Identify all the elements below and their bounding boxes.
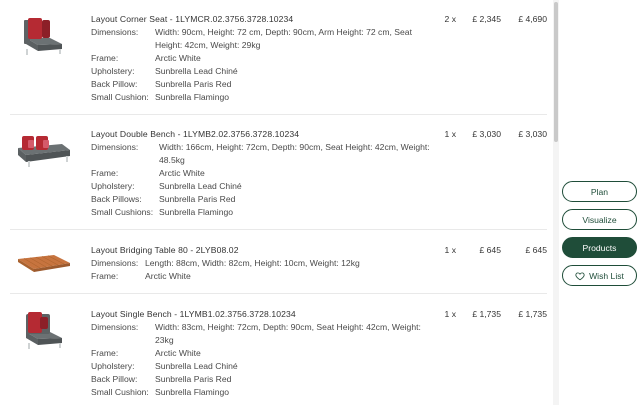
item-unit-price: £ 2,345 bbox=[472, 14, 501, 24]
item-title: Layout Double Bench - 1LYMB2.02.3756.3728.10234 bbox=[91, 129, 300, 139]
spec-value: Sunbrella Paris Red bbox=[155, 79, 232, 89]
item-total-price: £ 3,030 bbox=[518, 129, 547, 139]
spec-row bbox=[91, 141, 441, 167]
divider bbox=[10, 229, 547, 230]
spec-label: Frame: bbox=[91, 271, 119, 281]
item-total-price: £ 4,690 bbox=[518, 14, 547, 24]
spec-row bbox=[91, 26, 441, 52]
item-quantity: 1 x bbox=[444, 129, 456, 139]
spec-value: Sunbrella Paris Red bbox=[159, 194, 236, 204]
spec-value: Sunbrella Flamingo bbox=[159, 207, 234, 217]
item-title: Layout Bridging Table 80 - 2LYB08.02 bbox=[91, 245, 239, 255]
spec-label: Back Pillows: bbox=[91, 194, 142, 204]
spec-value: Sunbrella Lead Chiné bbox=[155, 66, 238, 76]
spec-label: Dimensions: bbox=[91, 322, 139, 332]
item-unit-price: £ 3,030 bbox=[472, 129, 501, 139]
spec-label: Back Pillow: bbox=[91, 79, 138, 89]
wish-list-button-label: Wish List bbox=[589, 270, 624, 281]
spec-row bbox=[91, 321, 441, 347]
scrollbar-thumb[interactable] bbox=[554, 2, 558, 142]
divider bbox=[10, 114, 547, 115]
item-quantity: 1 x bbox=[444, 245, 456, 255]
corner-seat-icon bbox=[16, 14, 72, 62]
spec-label: Dimensions: bbox=[91, 142, 139, 152]
wish-list-button[interactable] bbox=[562, 265, 637, 286]
plan-button[interactable] bbox=[562, 181, 637, 202]
spec-label: Upholstery: bbox=[91, 66, 135, 76]
products-button[interactable] bbox=[562, 237, 637, 258]
item-unit-price: £ 645 bbox=[479, 245, 501, 255]
spec-label: Dimensions: bbox=[91, 258, 139, 268]
item-title: Layout Single Bench - 1LYMB1.02.3756.3728.10234 bbox=[91, 309, 296, 319]
bridging-table-icon bbox=[16, 245, 72, 293]
spec-label: Frame: bbox=[91, 168, 119, 178]
spec-value: Arctic White bbox=[155, 348, 201, 358]
item-total-price: £ 645 bbox=[525, 245, 547, 255]
double-bench-icon bbox=[16, 130, 72, 178]
spec-value: Arctic White bbox=[159, 168, 205, 178]
spec-label: Small Cushion: bbox=[91, 387, 149, 397]
spec-label: Frame: bbox=[91, 348, 119, 358]
spec-value: Arctic White bbox=[155, 53, 201, 63]
item-unit-price: £ 1,735 bbox=[472, 309, 501, 319]
spec-value: Width: 83cm, Height: 72cm, Depth: 90cm, Seat Height: 42cm, Weight: 23kg bbox=[155, 322, 421, 345]
divider bbox=[10, 293, 547, 294]
spec-label: Dimensions: bbox=[91, 27, 139, 37]
spec-value: Sunbrella Lead Chiné bbox=[155, 361, 238, 371]
item-quantity: 1 x bbox=[444, 309, 456, 319]
visualize-button[interactable] bbox=[562, 209, 637, 230]
spec-label: Upholstery: bbox=[91, 361, 135, 371]
item-total-price: £ 1,735 bbox=[518, 309, 547, 319]
spec-value: Sunbrella Paris Red bbox=[155, 374, 232, 384]
spec-label: Upholstery: bbox=[91, 181, 135, 191]
single-bench-icon bbox=[16, 308, 72, 356]
heart-icon bbox=[575, 271, 585, 281]
plan-button-label: Plan bbox=[590, 186, 609, 197]
visualize-button-label: Visualize bbox=[582, 214, 617, 225]
item-title: Layout Corner Seat - 1LYMCR.02.3756.3728.10234 bbox=[91, 14, 294, 24]
spec-value: Length: 88cm, Width: 82cm, Height: 10cm, Weight: 12kg bbox=[145, 258, 360, 268]
spec-label: Back Pillow: bbox=[91, 374, 138, 384]
products-button-label: Products bbox=[582, 242, 617, 253]
item-quantity: 2 x bbox=[444, 14, 456, 24]
spec-value: Width: 166cm, Height: 72cm, Depth: 90cm, Seat Height: 42cm, Weight: 48.5kg bbox=[159, 142, 430, 165]
spec-value: Sunbrella Flamingo bbox=[155, 387, 230, 397]
spec-label: Small Cushion: bbox=[91, 92, 149, 102]
spec-value: Sunbrella Lead Chiné bbox=[159, 181, 242, 191]
spec-value: Width: 90cm, Height: 72 cm, Depth: 90cm, Arm Height: 72 cm, Seat Height: 42cm, Weight: 29kg bbox=[155, 27, 412, 50]
spec-value: Arctic White bbox=[145, 271, 191, 281]
scrollbar[interactable] bbox=[553, 0, 559, 405]
spec-label: Frame: bbox=[91, 53, 119, 63]
spec-label: Small Cushions: bbox=[91, 207, 154, 217]
spec-value: Sunbrella Flamingo bbox=[155, 92, 230, 102]
